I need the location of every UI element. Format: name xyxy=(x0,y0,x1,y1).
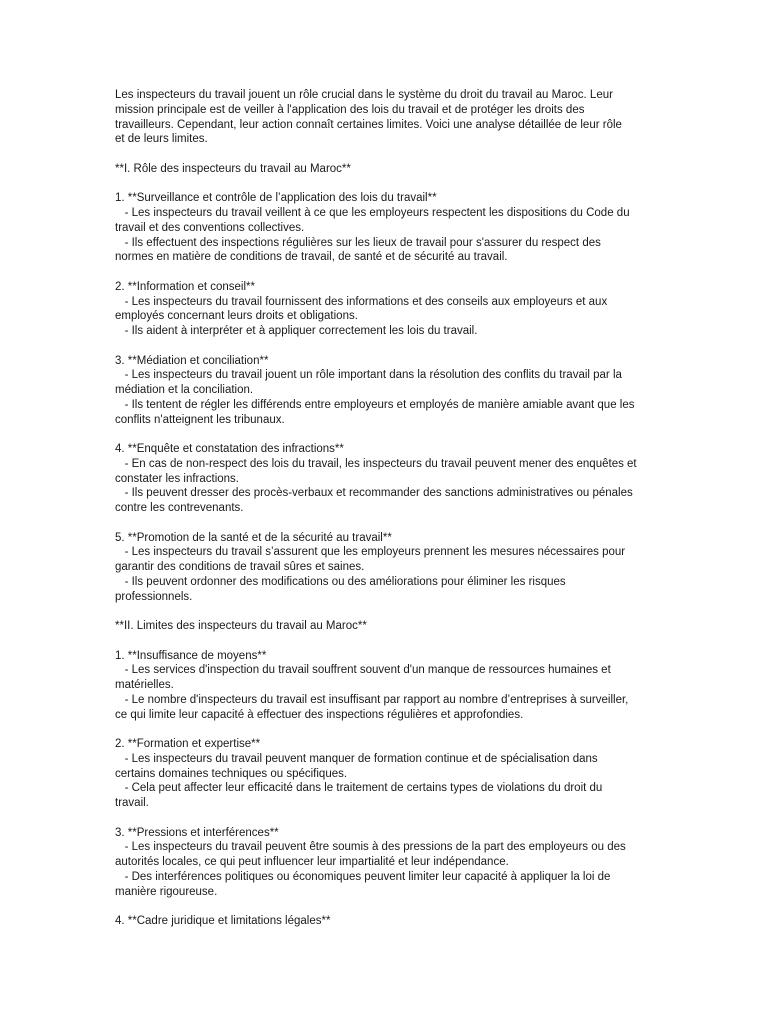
text-line: contre les contrevenants. xyxy=(115,502,244,514)
bullet-line: - Les inspecteurs du travail peuvent être soumis à des pressions de la part des employeurs ou des xyxy=(115,841,626,854)
item-heading: 1. **Surveillance et contrôle de l’application des lois du travail** xyxy=(115,192,437,205)
text-line: employés concernant leurs droits et obligations. xyxy=(115,310,358,323)
text-line: autorités locales, ce qui peut influencer leur impartialité et leur indépendance. xyxy=(115,856,509,868)
text-line: mission principale est de veiller à l'application des lois du travail et de protéger les droits des xyxy=(115,103,585,116)
text-line: normes en matière de conditions de travail, de santé et de sécurité au travail. xyxy=(115,251,508,264)
blank-line xyxy=(115,516,660,531)
bullet-line: - Ils effectuent des inspections régulières sur les lieux de travail pour s'assurer du respect des xyxy=(115,236,601,249)
blank-line xyxy=(115,634,660,649)
bullet-line: - Les inspecteurs du travail jouent un rôle important dans la résolution des conflits du travail par la xyxy=(115,369,622,382)
blank-line xyxy=(115,604,660,619)
bullet-line: - Cela peut affecter leur efficacité dans le traitement de certains types de violations du droit du xyxy=(115,782,603,795)
item-heading: 1. **Insuffisance de moyens** xyxy=(115,649,267,662)
text-line: et de leurs limites. xyxy=(115,133,208,146)
text-line: manière rigoureuse. xyxy=(115,885,218,898)
blank-line xyxy=(115,177,660,192)
bullet-line: - Ils peuvent ordonner des modifications ou des améliorations pour éliminer les risques xyxy=(115,575,566,588)
text-line: certains domaines techniques ou spécifiques. xyxy=(115,767,348,780)
bullet-line: - Ils aident à interpréter et à appliquer correctement les lois du travail. xyxy=(115,325,478,337)
item-heading: 5. **Promotion de la santé et de la sécurité au travail** xyxy=(115,531,392,544)
bullet-line: - En cas de non-respect des lois du travail, les inspecteurs du travail peuvent mener des enquêtes et xyxy=(115,457,637,470)
item-heading: 3. **Pressions et interférences** xyxy=(115,826,279,839)
blank-line xyxy=(115,427,660,442)
text-line: matérielles. xyxy=(115,679,174,691)
bullet-line: - Les inspecteurs du travail fournissent des informations et des conseils aux employeurs et aux xyxy=(115,295,608,308)
text-line: conflits n'atteignent les tribunaux. xyxy=(115,413,285,426)
text-line: Les inspecteurs du travail jouent un rôle crucial dans le système du droit du travail au Maroc. Leur xyxy=(115,89,613,101)
bullet-line: - Les services d'inspection du travail souffrent souvent d'un manque de ressources humaines et xyxy=(115,664,611,677)
item-heading: 4. **Cadre juridique et limitations légales** xyxy=(115,915,331,927)
blank-line xyxy=(115,722,660,737)
text-line: travailleurs. Cependant, leur action connaît certaines limites. Voici une analyse détaillée de leur rôle xyxy=(115,118,622,131)
item-heading: 4. **Enquête et constatation des infractions** xyxy=(115,443,344,455)
section-heading: **I. Rôle des inspecteurs du travail au Maroc** xyxy=(115,162,351,175)
bullet-line: - Des interférences politiques ou économiques peuvent limiter leur capacité à appliquer la loi de xyxy=(115,870,611,883)
item-heading: 2. **Formation et expertise** xyxy=(115,738,261,750)
bullet-line: - Les inspecteurs du travail s’assurent que les employeurs prennent les mesures nécessaires pour xyxy=(115,546,626,559)
text-line: constater les infractions. xyxy=(115,472,240,485)
text-line: garantir des conditions de travail sûres et saines. xyxy=(115,561,365,573)
text-line: médiation et la conciliation. xyxy=(115,384,254,396)
blank-line xyxy=(115,339,660,354)
item-heading: 2. **Information et conseil** xyxy=(115,280,255,293)
bullet-line: - Les inspecteurs du travail veillent à ce que les employeurs respectent les dispositions du Code du xyxy=(115,207,630,219)
item-heading: 3. **Médiation et conciliation** xyxy=(115,354,269,367)
text-line: professionnels. xyxy=(115,590,193,603)
document-body xyxy=(115,88,660,929)
bullet-line: - Le nombre d'inspecteurs du travail est insuffisant par rapport au nombre d’entreprises à surveiller, xyxy=(115,693,629,706)
blank-line xyxy=(115,147,660,162)
bullet-line: - Ils tentent de régler les différends entre employeurs et employés de manière amiable avant que les xyxy=(115,398,635,411)
blank-line xyxy=(115,811,660,826)
section-heading: **II. Limites des inspecteurs du travail au Maroc** xyxy=(115,620,367,632)
blank-line xyxy=(115,899,660,914)
bullet-line: - Ils peuvent dresser des procès-verbaux et recommander des sanctions administratives ou pénales xyxy=(115,487,633,500)
bullet-line: - Les inspecteurs du travail peuvent manquer de formation continue et de spécialisation dans xyxy=(115,752,598,765)
text-line: travail. xyxy=(115,797,149,809)
text-line: ce qui limite leur capacité à effectuer des inspections régulières et approfondies. xyxy=(115,708,524,721)
text-line: travail et des conventions collectives. xyxy=(115,221,305,234)
blank-line xyxy=(115,265,660,280)
